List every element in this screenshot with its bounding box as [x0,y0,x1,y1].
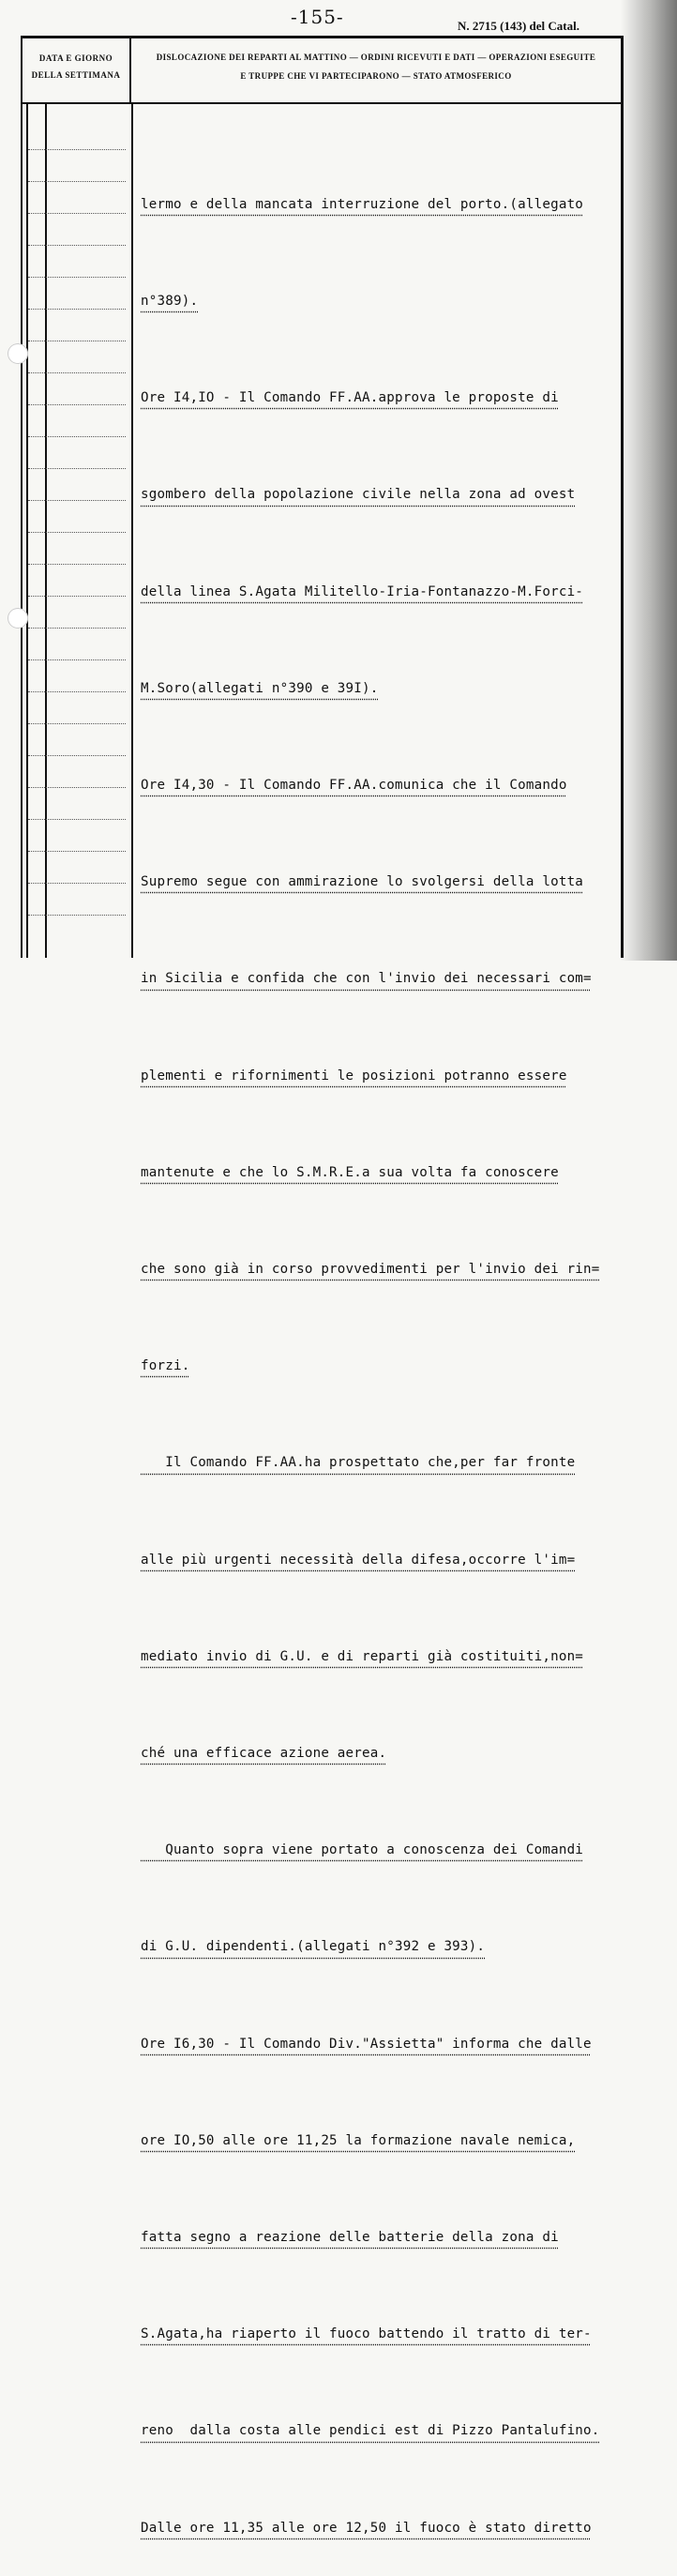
dotted-row [28,659,126,660]
text-line: Supremo segue con ammirazione lo svolgersi della lotta [141,874,584,890]
text-line: Quanto sopra viene portato a conoscenza dei Comandi [141,1842,584,1858]
margin-rule-inner [45,104,47,958]
text-line: mediato invio di G.U. e di reparti già costituiti,non= [141,1648,584,1664]
text-line: S.Agata,ha riaperto il fuoco battendo il tratto di ter- [141,2326,592,2342]
dotted-row [28,755,126,756]
date-column-divider [131,104,133,958]
page-number: -155- [291,6,344,28]
text-line: M.Soro(allegati n°390 e 39I). [141,680,379,696]
text-line: Il Comando FF.AA.ha prospettato che,per far fronte [141,1455,576,1471]
date-header-line1: DATA E GIORNO [38,53,113,63]
text-line: della linea S.Agata Militello-Iria-Fontanazzo-M.Forci- [141,583,584,599]
dotted-row [28,213,126,214]
text-line: ché una efficace azione aerea. [141,1746,387,1762]
dotted-row [28,181,126,182]
text-line: di G.U. dipendenti.(allegati n°392 e 393). [141,1939,486,1955]
dotted-row [28,404,126,405]
text-line: lermo e della mancata interruzione del porto.(allegato [141,196,584,212]
text-line: in Sicilia e confida che con l'invio dei necessari com= [141,971,592,987]
text-line: Ore I4,30 - Il Comando FF.AA.comunica che il Comando [141,778,567,794]
text-line: sgombero della popolazione civile nella zona ad ovest [141,487,576,503]
text-line: plementi e rifornimenti le posizioni potranno essere [141,1068,567,1083]
dotted-row [28,372,126,373]
text-line: mantenute e che lo S.M.R.E.a sua volta fa conoscere [141,1164,559,1180]
dotted-row [28,500,126,501]
dotted-row [28,851,126,852]
dotted-row [28,309,126,310]
text-line: forzi. [141,1358,190,1374]
typewritten-entry [141,124,619,2576]
dotted-row [28,787,126,788]
margin-rule-left [26,104,28,958]
dotted-row [28,628,126,629]
dotted-row [28,277,126,278]
text-line: fatta segno a reazione delle batterie della zona di [141,2230,559,2246]
text-line: Dalle ore 11,35 alle ore 12,50 il fuoco è stato diretto [141,2520,592,2536]
dotted-row [28,149,126,150]
dotted-row [28,723,126,724]
dotted-row [28,532,126,533]
scan-shadow-edge [621,0,677,961]
dotted-row [28,883,126,884]
date-column-header [23,38,131,102]
dotted-row [28,436,126,437]
text-line: reno dalla costa alle pendici est di Pizzo Pantalufino. [141,2423,600,2439]
column-header-row [23,38,621,104]
main-header-line1: DISLOCAZIONE DEI REPARTI AL MATTINO — ORDINI RICEVUTI E DATI — OPERAZIONI ESEGUITE [156,53,596,62]
dotted-row [28,564,126,565]
main-column-header [133,38,619,102]
text-line: ore IO,50 alle ore 11,25 la formazione navale nemica, [141,2132,576,2148]
catalog-reference: N. 2715 (143) del Catal. [458,19,579,33]
dotted-row [28,819,126,820]
dotted-row [28,468,126,469]
text-line: Ore I6,30 - Il Comando Div."Assietta" informa che dalle [141,2036,592,2052]
dotted-row [28,915,126,916]
dotted-row [28,245,126,246]
text-line: n°389). [141,294,199,310]
date-header-line2: DELLA SETTIMANA [31,70,121,80]
dotted-row [28,596,126,597]
binder-hole-upper [8,343,28,364]
main-header-line2: E TRUPPE CHE VI PARTECIPARONO — STATO ATMOSFERICO [240,71,512,81]
text-line: che sono già in corso provvedimenti per l'invio dei rin= [141,1262,600,1278]
text-line: alle più urgenti necessità della difesa,occorre l'im= [141,1552,576,1568]
dotted-row [28,691,126,692]
binder-hole-lower [8,608,28,629]
text-line: Ore I4,IO - Il Comando FF.AA.approva le proposte di [141,390,559,406]
